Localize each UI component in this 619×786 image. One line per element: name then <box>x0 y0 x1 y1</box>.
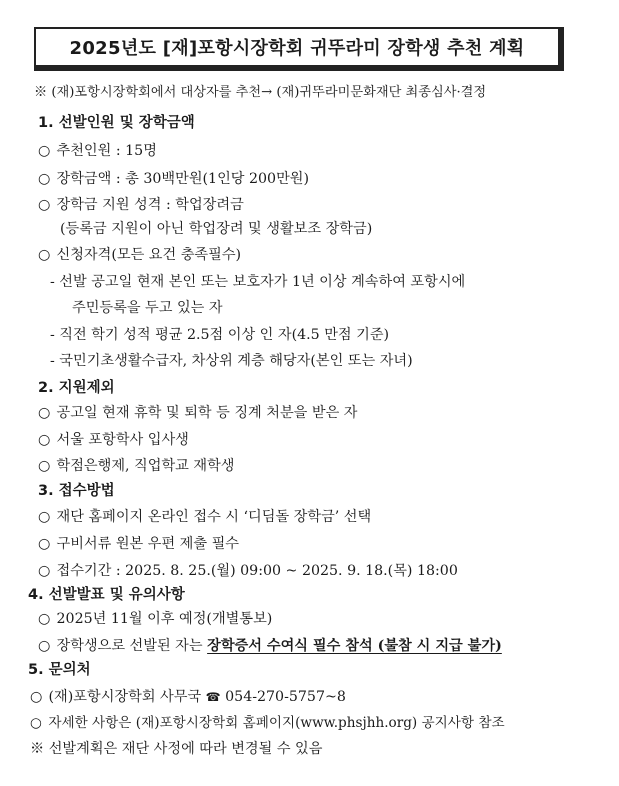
page-title: 2025년도 [재]포항시장학회 귀뚜라미 장학생 추천 계획 <box>69 38 525 59</box>
bullet-icon: ○ <box>38 197 51 213</box>
bullet-icon: ○ <box>38 611 51 627</box>
list-item: ○ 신청자격(모든 요건 충족필수) <box>38 247 242 263</box>
section-4-heading: 4. 선발발표 및 유의사항 <box>28 587 185 603</box>
sub-item: - 선발 공고일 현재 본인 또는 보호자가 1년 이상 계속하여 포항시에 <box>50 274 466 290</box>
section-1-heading: 1. 선발인원 및 장학금액 <box>38 115 195 131</box>
bullet-icon: ○ <box>38 405 51 421</box>
list-item: ○ 자세한 사항은 (재)포항시장학회 홈페이지(www.phsjhh.org) 공지사항 참조 <box>30 715 505 731</box>
list-item: ○ 공고일 현재 휴학 및 퇴학 등 징계 처분을 받은 자 <box>38 405 358 421</box>
list-item: ○ 서울 포항학사 입사생 <box>38 432 189 448</box>
bullet-icon: ○ <box>38 432 51 448</box>
list-item: ○ 접수기간 : 2025. 8. 25.(월) 09:00 ~ 2025. 9. 18.(목) 18:00 <box>38 563 458 579</box>
list-item: ○ 구비서류 원본 우편 제출 필수 <box>38 536 240 552</box>
intro-note: ※ (재)포항시장학회에서 대상자를 추천→ (재)귀뚜라미문화재단 최종심사·결정 <box>34 85 487 100</box>
bullet-icon: ○ <box>38 247 51 263</box>
sub-item: - 국민기초생활수급자, 차상위 계층 해당자(본인 또는 자녀) <box>50 353 413 369</box>
bullet-icon: ○ <box>38 563 51 579</box>
bullet-icon: ○ <box>38 509 51 525</box>
phone-icon: ☎ <box>205 690 221 704</box>
list-item: ○ 장학생으로 선발된 자는 장학증서 수여식 필수 참석 (불참 시 지급 불가) <box>38 638 502 654</box>
list-item: ○ (재)포항시장학회 사무국 ☎ 054-270-5757~8 <box>30 689 346 705</box>
list-item: ○ 추천인원 : 15명 <box>38 143 157 159</box>
title-box <box>34 27 564 71</box>
section-2-heading: 2. 지원제외 <box>38 380 115 396</box>
bullet-icon: ○ <box>30 689 43 705</box>
bullet-icon: ○ <box>38 458 51 474</box>
list-item: ○ 장학금 지원 성격 : 학업장려금 <box>38 197 244 213</box>
emphasis-underline: 장학증서 수여식 필수 참석 (불참 시 지급 불가) <box>207 638 502 654</box>
footnote: ※ 선발계획은 재단 사정에 따라 변경될 수 있음 <box>30 741 323 757</box>
bullet-icon: ○ <box>38 536 51 552</box>
list-item-note: (등록금 지원이 아닌 학업장려 및 생활보조 장학금) <box>60 221 373 237</box>
list-item: ○ 학점은행제, 직업학교 재학생 <box>38 458 235 474</box>
sub-item-continued: 주민등록을 두고 있는 자 <box>72 300 223 316</box>
bullet-icon: ○ <box>38 143 51 159</box>
sub-item: - 직전 학기 성적 평균 2.5점 이상 인 자(4.5 만점 기준) <box>50 327 390 343</box>
section-3-heading: 3. 접수방법 <box>38 483 115 499</box>
list-item: ○ 2025년 11월 이후 예정(개별통보) <box>38 611 273 627</box>
list-item: ○ 재단 홈페이지 온라인 접수 시 ‘디딤돌 장학금’ 선택 <box>38 509 372 525</box>
bullet-icon: ○ <box>38 638 51 654</box>
bullet-icon: ○ <box>38 171 51 187</box>
section-5-heading: 5. 문의처 <box>28 662 91 678</box>
list-item: ○ 장학금액 : 총 30백만원(1인당 200만원) <box>38 171 310 187</box>
bullet-icon: ○ <box>30 715 42 731</box>
